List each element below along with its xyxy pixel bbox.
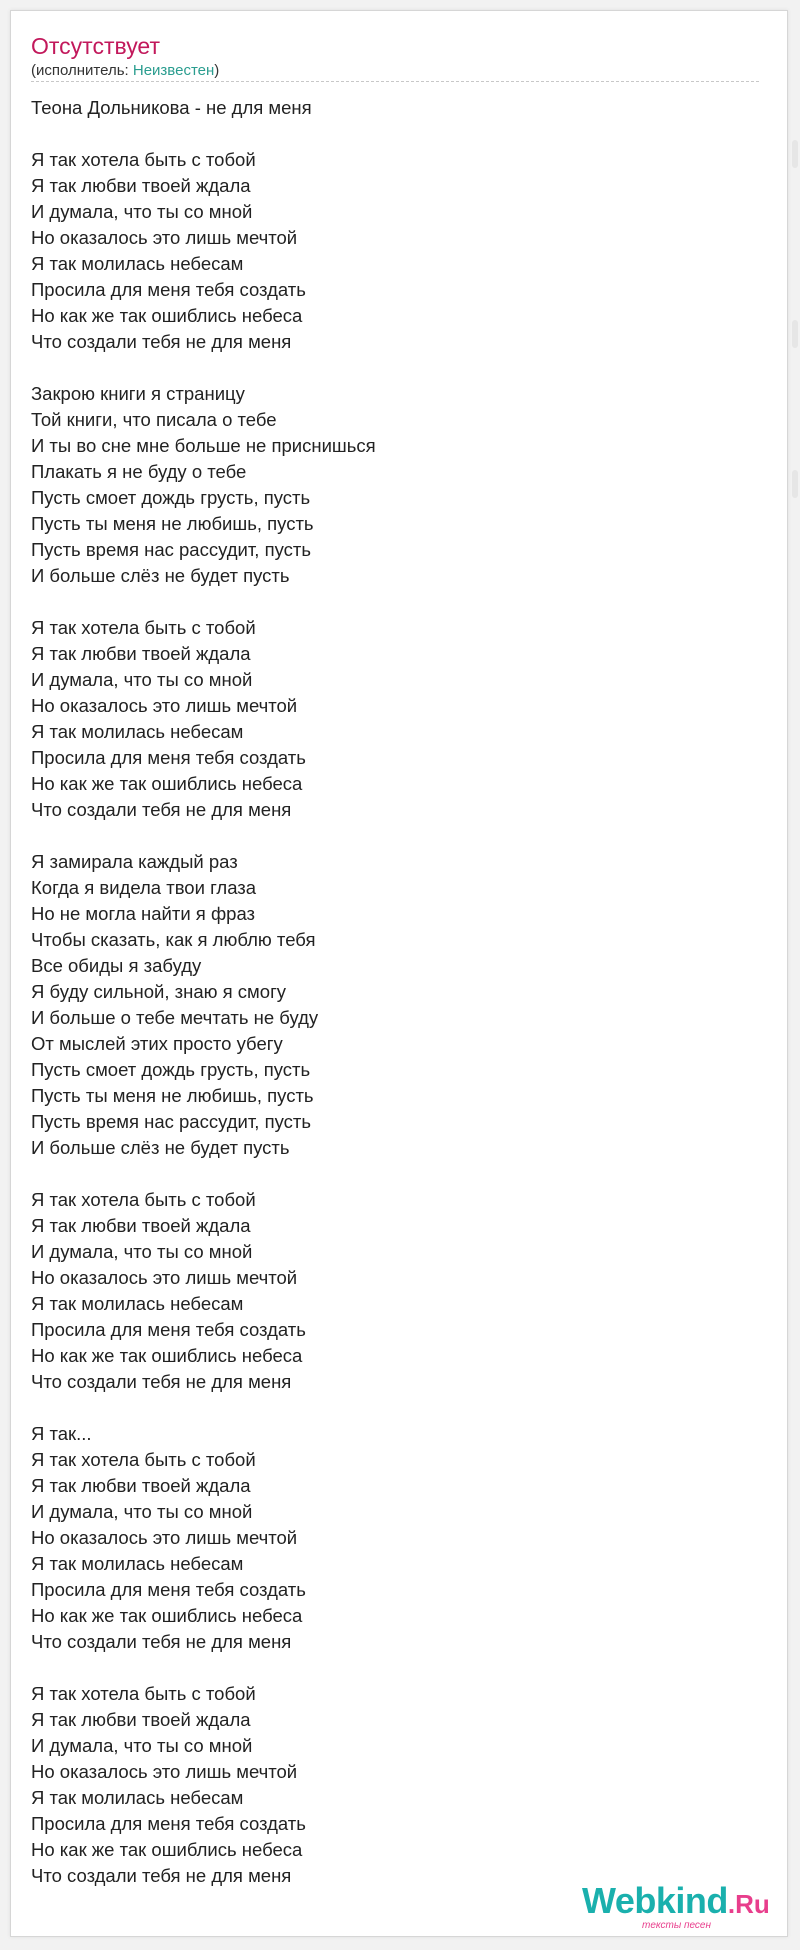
lyric-line: Пусть ты меня не любишь, пусть <box>31 513 314 534</box>
lyric-line: Плакать я не буду о тебе <box>31 461 247 482</box>
lyric-line: И думала, что ты со мной <box>31 1735 253 1756</box>
lyric-line: Закрою книги я страницу <box>31 383 245 404</box>
lyric-line: Но как же так ошиблись небеса <box>31 305 303 326</box>
side-scroll-marker <box>792 140 798 168</box>
lyric-line: Что создали тебя не для меня <box>31 1371 292 1392</box>
lyric-line: Но оказалось это лишь мечтой <box>31 1267 298 1288</box>
logo-tld-text: .Ru <box>727 1889 770 1919</box>
lyric-line: Но оказалось это лишь мечтой <box>31 695 298 716</box>
lyric-line: Я так любви твоей ждала <box>31 1709 251 1730</box>
lyric-line: Что создали тебя не для меня <box>31 1865 292 1886</box>
artist-prefix: (исполнитель: <box>31 62 133 79</box>
logo-tagline: тексты песен <box>642 1920 711 1931</box>
lyric-line: Пусть ты меня не любишь, пусть <box>31 1085 314 1106</box>
stanza-break <box>31 121 761 147</box>
webkind-logo[interactable] <box>582 1880 770 1931</box>
lyric-line: Я так любви твоей ждала <box>31 643 251 664</box>
lyric-line: Я буду сильной, знаю я смогу <box>31 981 287 1002</box>
artist-line <box>31 62 219 79</box>
logo-main-text: Webkind <box>582 1880 728 1921</box>
lyric-line: И ты во сне мне больше не приснишься <box>31 435 376 456</box>
artist-link[interactable]: Неизвестен <box>132 62 215 79</box>
lyric-line: Я так любви твоей ждала <box>31 1215 251 1236</box>
lyric-line: Я так молилась небесам <box>31 721 244 742</box>
lyric-line: Теона Дольникова - не для меня <box>31 97 312 118</box>
stanza-break <box>31 1655 761 1681</box>
lyric-line: Я так любви твоей ждала <box>31 1475 251 1496</box>
lyric-line: Я так молилась небесам <box>31 253 244 274</box>
stanza-break <box>31 589 761 615</box>
lyric-line: Пусть время нас рассудит, пусть <box>31 1111 311 1132</box>
lyric-line: Просила для меня тебя создать <box>31 1579 306 1600</box>
lyric-line: Я так хотела быть с тобой <box>31 1683 256 1704</box>
lyric-line: Я так молилась небесам <box>31 1293 244 1314</box>
lyric-line: И думала, что ты со мной <box>31 201 253 222</box>
lyric-line: Я так хотела быть с тобой <box>31 1189 256 1210</box>
lyric-line: Просила для меня тебя создать <box>31 279 306 300</box>
lyric-line: И больше слёз не будет пусть <box>31 565 290 586</box>
lyric-line: Я так любви твоей ждала <box>31 175 251 196</box>
stanza-break <box>31 355 761 381</box>
lyric-line: Когда я видела твои глаза <box>31 877 257 898</box>
lyric-line: И думала, что ты со мной <box>31 669 253 690</box>
lyric-line: И больше слёз не будет пусть <box>31 1137 290 1158</box>
lyric-line: Просила для меня тебя создать <box>31 1319 306 1340</box>
side-scroll-marker <box>792 320 798 348</box>
lyric-line: Пусть время нас рассудит, пусть <box>31 539 311 560</box>
lyric-line: Но оказалось это лишь мечтой <box>31 227 298 248</box>
lyric-line: Что создали тебя не для меня <box>31 799 292 820</box>
lyric-line: И больше о тебе мечтать не буду <box>31 1007 319 1028</box>
lyric-line: Но не могла найти я фраз <box>31 903 256 924</box>
lyric-line: И думала, что ты со мной <box>31 1501 253 1522</box>
lyric-line: Я замирала каждый раз <box>31 851 238 872</box>
lyric-line: Я так хотела быть с тобой <box>31 617 256 638</box>
lyric-line: Пусть смоет дождь грусть, пусть <box>31 487 311 508</box>
lyric-line: Все обиды я забуду <box>31 955 202 976</box>
stanza-break <box>31 1161 761 1187</box>
lyric-line: Но как же так ошиблись небеса <box>31 1345 303 1366</box>
lyric-line: Но оказалось это лишь мечтой <box>31 1761 298 1782</box>
lyric-line: Той книги, что писала о тебе <box>31 409 277 430</box>
lyric-line: Что создали тебя не для меня <box>31 1631 292 1652</box>
lyric-line: Чтобы сказать, как я люблю тебя <box>31 929 316 950</box>
lyric-line: Я так... <box>31 1423 92 1444</box>
song-title: Отсутствует <box>31 33 160 59</box>
lyric-line: От мыслей этих просто убегу <box>31 1033 283 1054</box>
lyric-line: Но как же так ошиблись небеса <box>31 1605 303 1626</box>
lyric-line: Просила для меня тебя создать <box>31 747 306 768</box>
stanza-break <box>31 823 761 849</box>
side-scroll-marker <box>792 470 798 498</box>
lyric-line: Но оказалось это лишь мечтой <box>31 1527 298 1548</box>
lyric-line: Просила для меня тебя создать <box>31 1813 306 1834</box>
lyric-line: И думала, что ты со мной <box>31 1241 253 1262</box>
stanza-break <box>31 1395 761 1421</box>
lyric-line: Я так хотела быть с тобой <box>31 149 256 170</box>
lyric-line: Я так хотела быть с тобой <box>31 1449 256 1470</box>
lyric-line: Я так молилась небесам <box>31 1787 244 1808</box>
header-divider <box>31 81 759 82</box>
lyrics-text <box>31 95 761 1889</box>
lyric-line: Но как же так ошиблись небеса <box>31 1839 303 1860</box>
lyric-line: Но как же так ошиблись небеса <box>31 773 303 794</box>
lyric-line: Пусть смоет дождь грусть, пусть <box>31 1059 311 1080</box>
lyric-line: Я так молилась небесам <box>31 1553 244 1574</box>
lyric-line: Что создали тебя не для меня <box>31 331 292 352</box>
artist-suffix: ) <box>214 62 220 79</box>
